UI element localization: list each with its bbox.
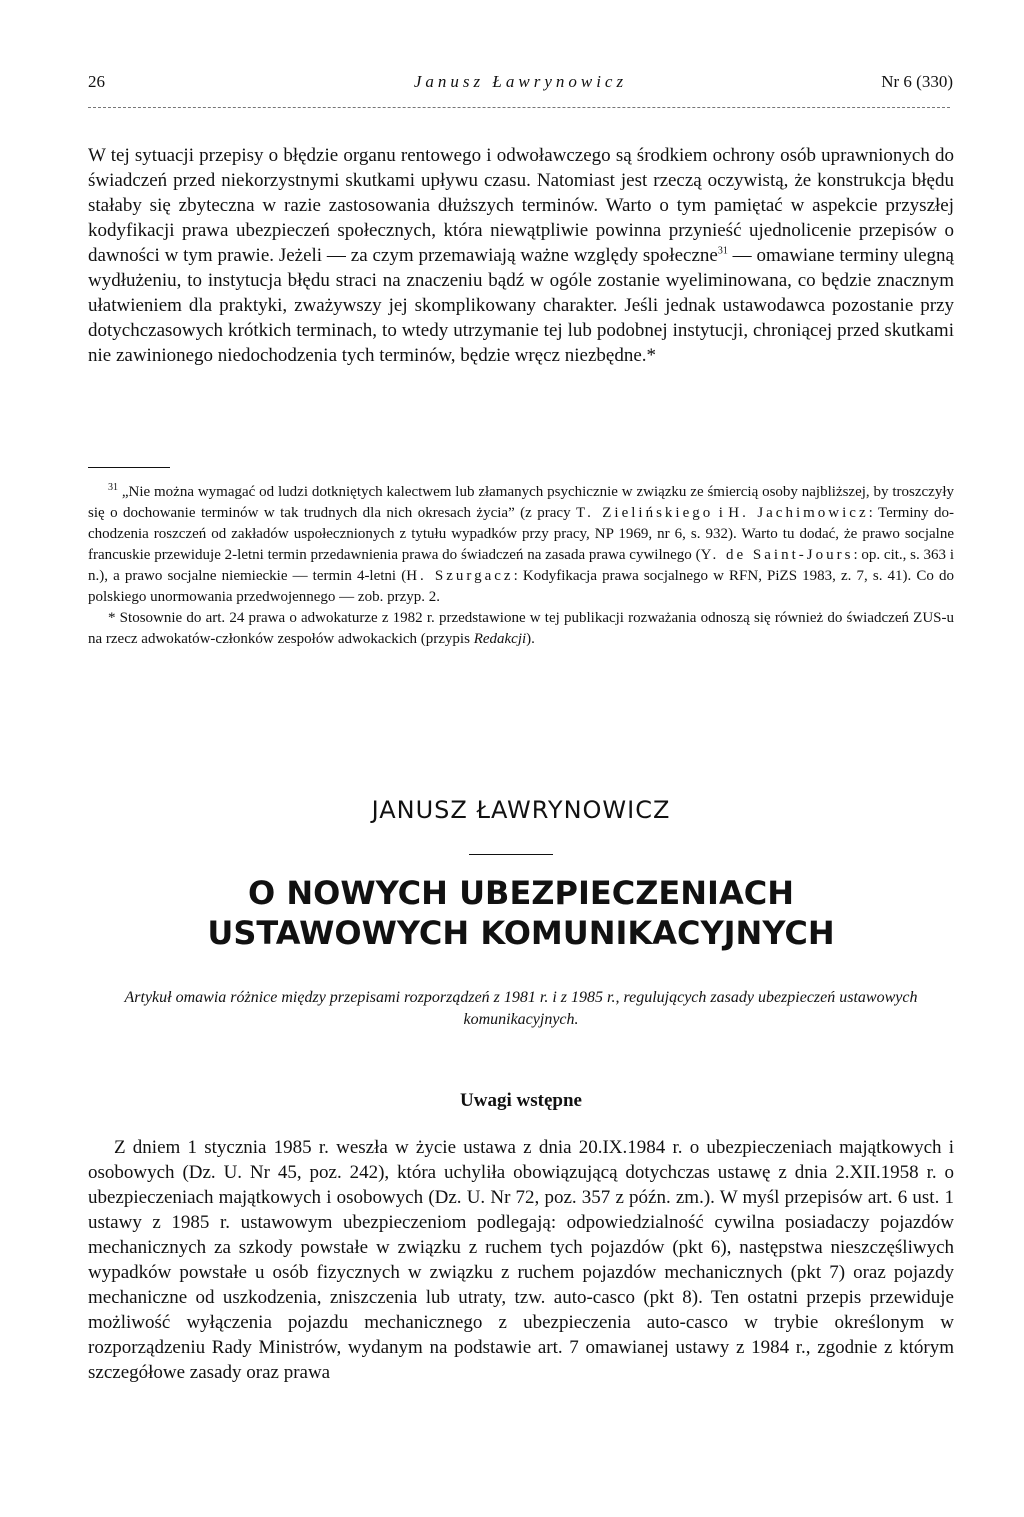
footnote-separator xyxy=(88,467,170,468)
page-number: 26 xyxy=(88,72,105,91)
article-author: JANUSZ ŁAWRYNOWICZ xyxy=(371,796,671,824)
title-rule xyxy=(469,854,553,855)
article-lead: Artykuł omawia różnice między przepisami rozporządzeń z 1981 r. i z 1985 r., regulujących zasady ubezpieczeń ustawowych komunikacyjnych. xyxy=(124,989,918,1028)
footnote-star: * Stosownie do art. 24 prawa o adwokaturze z 1982 r. przedstawione w tej publikacji rozważania odnoszą się również do świadczeń ZUS-u na rzecz adwokatów-członków zespołów adwokackich (przypis Redakcji). xyxy=(88,610,954,647)
section-heading: Uwagi wstępne xyxy=(460,1090,582,1111)
footnotes xyxy=(88,482,954,650)
body-paragraph: W tej sytuacji przepisy o błędzie organu rentowego i odwoławczego są środkiem ochrony osób uprawnionych do świadczeń przed niekorzystnymi skutkami upływu czasu. Natomiast jest rzeczą oczywistą, że konstrukcja błędu stałaby się zbyteczna w razie zastosowania dłuższych terminów. Warto o tym pamiętać w aspekcie przyszłej kodyfikacji prawa ubezpieczeń społecznych, która niewątpliwie powinna przynieść ujednolicenie przepisów o dawności w tym prawie. Jeżeli — za czym przemawiają ważne względy społeczne$^{31}$ — omawiane terminy ulegną wydłużeniu, to instytucja błędu straci na znaczeniu bądź w ogóle zostanie wyeliminowana, co będzie znacznym ułatwieniem dla praktyki, zważywszy jej skomplikowany charakter. Jeśli jednak ustawodawca pozostanie przy dotychczasowych krótkich terminach, to wtedy utrzymanie tej lub podobnej instytucji, chroniącej przed skutkami nie zawinionego niedochodzenia tych terminów, będzie wręcz niezbędne.* xyxy=(88,145,954,366)
footnote-31: $^{31}$ „Nie można wymagać od ludzi dotkniętych kalectwem lub złamanych psychicznie w związku ze śmiercią osoby najbliższej, by troszczyły się o dochowanie terminów w tak trudnych dla nich okresach życia” (z pracy T. Zielińskiego i H. Jachimowicz: Terminy dochodzenia roszczeń od zakładów uspołecznionych z tytułu wypadków przy pracy, NP 1969, nr 6, s. 932). Warto tu dodać, że prawo socjalne francuskie przewiduje 2-letni termin przedawnienia prawa do świadczeń na zasada prawa cywilnego (Y. de Saint-Jours: op. cit., s. 363 i n.), a prawo socjalne niemieckie — termin 4-letni (H. Szurgacz: Kodyfikacja prawa socjalnego w RFN, PiZS 1983, z. 7, s. 41). Co do polskiego unormowania przedwojennego — zob. przyp. 2. xyxy=(88,482,955,605)
issue-number: Nr 6 (330) xyxy=(881,72,953,91)
footnote-ref: 31 xyxy=(717,245,728,257)
running-title: Janusz Ławrynowicz xyxy=(413,72,628,91)
footnote-marker: 31 xyxy=(108,482,118,493)
article-title: O NOWYCH UBEZPIECZENIACH USTAWOWYCH KOMUNIKACYJNYCH xyxy=(207,874,835,952)
page-header xyxy=(88,72,953,102)
article-paragraph: Z dniem 1 stycznia 1985 r. weszła w życie ustawa z dnia 20.IX.1984 r. o ubezpieczeniach majątkowych i osobowych (Dz. U. Nr 45, poz. 242), która uchyliła obowiązującą dotychczas ustawę z dnia 2.XII.1958 r. o ubezpieczeniach majątkowych i osobowych (Dz. U. Nr 72, poz. 357 z późn. zm.). W myśl przepisów art. 6 ust. 1 ustawy z 1985 r. ustawowym ubezpieczeniom podlegają: odpowiedzialność cywilna posiadaczy pojazdów mechanicznych za szkody powstałe w związku z ruchem tych pojazdów (pkt 6), następstwa nieszczęśliwych wypadków powstałe u osób fizycznych w związku z ruchem pojazdów mechanicznych (pkt 7) oraz pojazdy mechaniczne od uszkodzenia, zniszczenia lub utraty, tzw. auto-casco (pkt 8). Ten ostatni przepis przewiduje możliwość wyłączenia pojazdu mechanicznego z ubezpieczenia auto-casco w trybie określonym w rozporządzeniu Rady Ministrów, wydanym na podstawie art. 7 omawianej ustawy z 1984 r., zgodnie z którym szczegółowe zasady oraz prawa xyxy=(88,1137,954,1383)
header-rule xyxy=(88,107,950,108)
